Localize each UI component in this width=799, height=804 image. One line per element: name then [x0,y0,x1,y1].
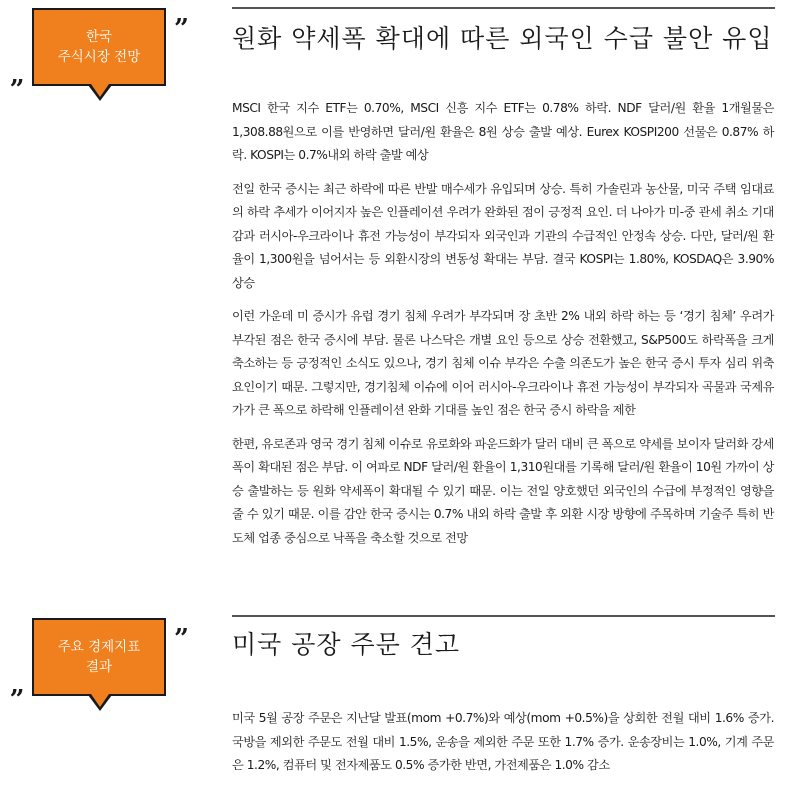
badge-box [32,8,166,86]
paragraph: 미국 5월 공장 주문은 지난달 발표(mom +0.7%)와 예상(mom +0.5%)을 상회한 전월 대비 1.6% 증가. 국방을 제외한 주문도 전월 대비 1.5%, 운송을 제외한 주문 또한 1.7% 증가. 운송장비는 1.0%, 기계 주문은 1.2%, 컴퓨터 및 전자제품도 0.5% 증가한 반면, 가전제품은 1.0% 감소 [232,711,774,772]
open-quote-mark: „ [10,60,25,90]
badge-line-2: 주식시장 전망 [57,49,141,65]
badge-line-1: 주요 경제지표 [57,639,141,655]
paragraph: 이런 가운데 미 증시가 유럽 경기 침체 우려가 부각되며 장 초반 2% 내외 하락 하는 등 ‘경기 침체’ 우려가 부각된 점은 한국 증시에 부담. 물론 나스닥은 개별 요인 등으로 상승 전환했고, S&P500도 하락폭을 크게 축소하는 등 긍정적인 소식도 있으나, 경기 침체 이슈 부각은 수출 의존도가 높은 한국 증시 투자 심리 위축 요인이기 때문. 그렇지만, 경기침체 이슈에 이어 러시아-우크라이나 휴전 가능성이 부각되자 곡물과 국제유가가 큰 폭으로 하락해 인플레이션 완화 기대를 높인 점은 한국 증시 하락을 제한 [232,309,774,417]
section-badge [10,0,190,110]
badge-pointer-fill [91,84,109,97]
paragraph: 전일 한국 증시는 최근 하락에 따른 반발 매수세가 유입되며 상승. 특히 가솔린과 농산물, 미국 주택 임대료의 하락 추세가 이어지자 높은 인플레이션 우려가 완화된 점이 긍정적 요인. 더 나아가 미-중 관세 취소 기대감과 러시아-우크라이나 휴전 가능성이 부각되자 외국인과 기관의 수급적인 안정속 상승. 다만, 달러/원 환율이 1,300원을 넘어서는 등 외환시장의 변동성 확대는 부담. 결국 KOSPI는 1.80%, KOSDAQ은 3.90% 상승 [232,181,774,290]
section-body [232,707,774,788]
section-title: 미국 공장 주문 견고 [232,630,461,659]
badge-line-1: 한국 [85,29,113,45]
title-rule [232,7,775,9]
title-rule [232,615,775,617]
section-badge [10,610,190,720]
close-quote-mark: ” [174,14,189,44]
section-body [232,97,774,560]
section-title: 원화 약세폭 확대에 따른 외국인 수급 불안 유입 [232,24,773,53]
badge-pointer-fill [91,694,109,707]
badge-box [32,618,166,696]
paragraph: MSCI 한국 지수 ETF는 0.70%, MSCI 신흥 지수 ETF는 0.78% 하락. NDF 달러/원 환율 1개월물은 1,308.88원으로 이를 반영하면 달러/원 환율은 8원 상승 출발 예상. Eurex KOSPI200 선물은 0.87% 하락. KOSPI는 0.7%내외 하락 출발 예상 [232,101,774,162]
close-quote-mark: ” [174,624,189,654]
badge-line-2: 결과 [85,659,113,675]
paragraph: 한편, 유로존과 영국 경기 침체 이슈로 유로화와 파운드화가 달러 대비 큰 폭으로 약세를 보이자 달러화 강세폭이 확대된 점은 부담. 이 여파로 NDF 달러/원 환율이 1,310원대를 기록해 달러/원 환율이 10원 가까이 상승 출발하는 등 원화 약세폭이 확대될 수 있기 때문. 이는 전일 양호했던 외국인의 수급에 부정적인 영향을 줄 수 있기 때문. 이를 감안 한국 증시는 0.7% 내외 하락 출발 후 외환 시장 방향에 주목하며 기술주 특히 반도체 업종 중심으로 낙폭을 축소할 것으로 전망 [232,436,774,545]
open-quote-mark: „ [10,670,25,700]
